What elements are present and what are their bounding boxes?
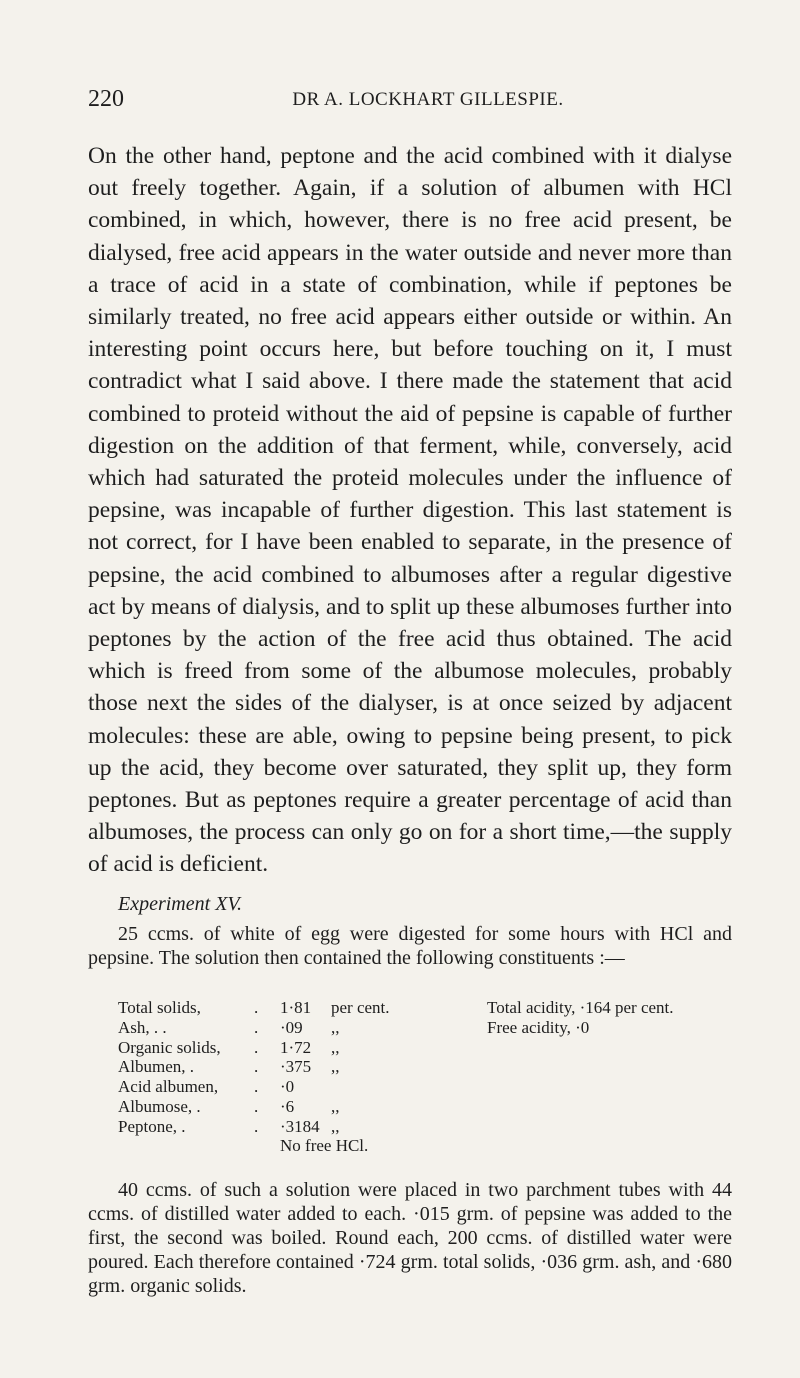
table-row-unit [331, 1077, 431, 1097]
table-row-value: ·375 [280, 1057, 312, 1077]
table-row-label: Organic solids, [118, 1037, 221, 1057]
table-row-unit: ,, [331, 1116, 340, 1136]
table-row-leader: . [254, 998, 259, 1017]
table-footer: No free HCl. [280, 1136, 369, 1155]
table-row-value: ·3184 [280, 1116, 320, 1136]
table-row-leader: . [254, 1116, 259, 1136]
table-row-value: ·6 [280, 1096, 295, 1116]
table-row-leader: . [254, 1017, 259, 1037]
table-row-value: 1·81 [280, 998, 312, 1017]
table-row-label: Albumose, . [118, 1096, 201, 1116]
table-leaders [254, 998, 274, 1137]
table-row-value: 1·72 [280, 1037, 312, 1057]
table-row-label: Ash, . . [118, 1017, 167, 1037]
table-row-value: ·09 [280, 1017, 303, 1037]
page-header [88, 86, 728, 116]
table-row-unit: ,, [331, 1057, 340, 1077]
table-row-label: Albumen, . [118, 1057, 195, 1077]
final-paragraph: 40 ccms. of such a solution were placed in two parchment tubes with 44 ccms. of distilled water added to each. ·015 grm. of pepsine was added to the first, the second was boiled. Round each, 200 ccms. of distilled water were poured. Each therefore contained ·724 grm. total solids, ·036 grm. ash, and ·680 grm. organic solids. [88, 1179, 732, 1297]
table-row-value: ·0 [280, 1077, 295, 1097]
table-row-unit: ,, [331, 1017, 340, 1037]
table-units [331, 998, 431, 1137]
main-paragraph: On the other hand, peptone and the acid combined with it dialyse out freely together. Again, if a solution of albumen with HCl combined, in which, however, there is no free acid present, be dialysed, free acid appears in the water outside and never more than a trace of acid in a state of combination, while if peptones be similarly treated, no free acid appears either outside or within. An interesting point occurs here, but before touching on it, I must contradict what I said above. I there made the statement that acid combined to proteid without the aid of pepsine is capable of further digestion on the addition of that ferment, while, conversely, acid which had saturated the proteid molecules under the influence of pepsine, was incapable of further digestion. This last statement is not correct, for I have been enabled to separate, in the presence of pepsine, the acid combined to albumoses after a regular digestive act by means of dialysis, and to split up these albumoses further into peptones by the action of the free acid thus obtained. The acid which is freed from some of the albumose molecules, probably those next the sides of the dialyser, is at once seized by adjacent molecules: these are able, owing to pepsine being present, to pick up the acid, they become over saturated, they split up, they form peptones. But as peptones require a greater percentage of acid than albumoses, the process can only go on for a short time,—the supply of acid is deficient. [88, 143, 732, 878]
table-row-leader: . [254, 1096, 259, 1116]
experiment-title: Experiment XV. [118, 893, 243, 915]
table-row-label: Peptone, . [118, 1116, 186, 1136]
running-head: DR A. LOCKHART GILLESPIE. [292, 89, 564, 110]
experiment-intro-block [88, 922, 732, 970]
free-acidity: Free acidity, ·0 [487, 1017, 590, 1037]
table-row-label: Acid albumen, [118, 1077, 219, 1097]
table-row-unit: ,, [331, 1037, 340, 1057]
page-number: 220 [88, 86, 124, 112]
total-acidity: Total acidity, ·164 per cent. [487, 998, 674, 1017]
table-row-unit: ,, [331, 1096, 340, 1116]
experiment-intro: 25 ccms. of white of egg were digested for some hours with HCl and pepsine. The solution then contained the following constituents :— [88, 923, 732, 969]
table-row-leader: . [254, 1077, 259, 1097]
table-row-label: Total solids, [118, 998, 201, 1017]
table-row-leader: . [254, 1057, 259, 1077]
main-text-block [88, 140, 732, 881]
table-row-unit: per cent. [331, 998, 390, 1017]
table-labels [118, 998, 268, 1137]
table-row-leader: . [254, 1037, 259, 1057]
acidity-column [487, 998, 674, 1038]
final-text-block [88, 1178, 732, 1298]
